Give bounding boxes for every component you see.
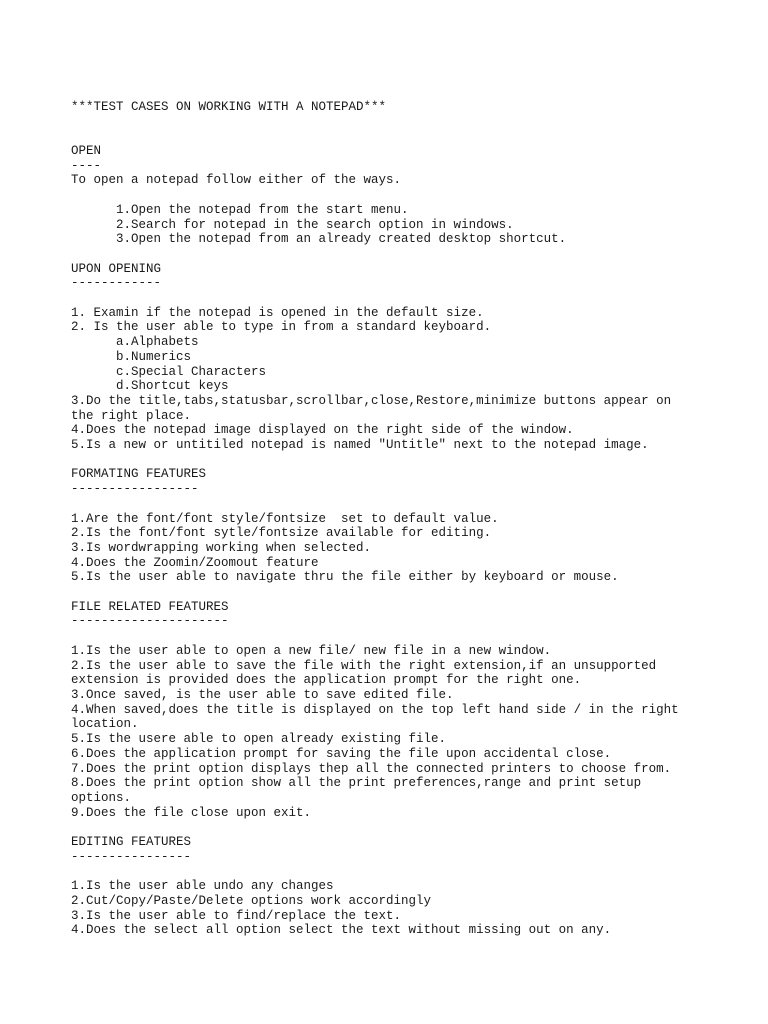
text-line: 9.Does the file close upon exit. [71, 805, 312, 820]
text-line: b.Numerics [71, 349, 192, 364]
section-heading: FILE RELATED FEATURES [71, 599, 229, 614]
section-heading: EDITING FEATURES [71, 835, 192, 849]
text-line: the right place. [71, 408, 192, 423]
text-line: 4.When saved,does the title is displayed on the top left hand side / in the right [71, 702, 679, 717]
text-line: 5.Is the user able to navigate thru the file either by keyboard or mouse. [71, 570, 619, 585]
text-line: To open a notepad follow either of the ways. [71, 173, 402, 188]
text-line: 8.Does the print option show all the print preferences,range and print setup [71, 776, 642, 791]
text-line: d.Shortcut keys [71, 379, 229, 394]
text-line: 2.Is the font/font sytle/fontsize available for editing. [71, 526, 492, 541]
text-line: location. [71, 717, 139, 732]
heading-underline: ---- [71, 158, 102, 173]
text-line: 3.Once saved, is the user able to save edited file. [71, 687, 454, 702]
text-line: 3.Do the title,tabs,statusbar,scrollbar,close,Restore,minimize buttons appear on [71, 393, 672, 408]
text-line: 5.Is the usere able to open already existing file. [71, 732, 447, 747]
document-body [71, 100, 751, 938]
text-line: 2. Is the user able to type in from a standard keyboard. [71, 320, 492, 335]
text-line: 6.Does the application prompt for saving the file upon accidental close. [71, 746, 612, 761]
text-line: 2.Is the user able to save the file with the right extension,if an unsupported [71, 658, 657, 673]
section-heading: OPEN [71, 144, 102, 159]
blank-line [71, 585, 751, 600]
blank-line [71, 247, 751, 262]
text-line: 2.Cut/Copy/Paste/Delete options work accordingly [71, 893, 432, 908]
text-line: 3.Is wordwrapping working when selected. [71, 540, 372, 555]
blank-line [71, 115, 751, 130]
text-line: 3.Open the notepad from an already created desktop shortcut. [71, 232, 567, 247]
text-line: 1.Open the notepad from the start menu. [71, 202, 409, 217]
text-line: 3.Is the user able to find/replace the text. [71, 908, 402, 923]
text-line: 1.Is the user able undo any changes [71, 879, 334, 894]
heading-underline: ----------------- [71, 482, 199, 497]
blank-line [71, 453, 751, 468]
text-line: 1.Is the user able to open a new file/ new file in a new window. [71, 643, 552, 658]
document-title: ***TEST CASES ON WORKING WITH A NOTEPAD*** [71, 100, 387, 114]
text-line: 4.Does the notepad image displayed on the right side of the window. [71, 423, 574, 438]
text-line: 1.Are the font/font style/fontsize set to default value. [71, 511, 499, 526]
text-line: a.Alphabets [71, 335, 199, 350]
blank-line [71, 497, 751, 512]
blank-line [71, 820, 751, 835]
text-line: 7.Does the print option displays thep all the connected printers to choose from. [71, 761, 672, 776]
heading-underline: ------------ [71, 276, 162, 291]
blank-line [71, 864, 751, 879]
text-line: 5.Is a new or untitiled notepad is named "Untitle" next to the notepad image. [71, 438, 649, 453]
heading-underline: --------------------- [71, 614, 229, 629]
heading-underline: ---------------- [71, 849, 192, 864]
blank-line [71, 629, 751, 644]
blank-line [71, 188, 751, 203]
text-line: options. [71, 790, 132, 805]
text-line: 4.Does the select all option select the text without missing out on any. [71, 923, 612, 938]
text-line: extension is provided does the application prompt for the right one. [71, 673, 582, 688]
section-heading: UPON OPENING [71, 261, 162, 276]
text-line: c.Special Characters [71, 364, 267, 379]
blank-line [71, 291, 751, 306]
blank-line [71, 129, 751, 144]
text-line: 4.Does the Zoomin/Zoomout feature [71, 555, 319, 570]
section-heading: FORMATING FEATURES [71, 467, 207, 482]
text-line: 2.Search for notepad in the search option in windows. [71, 217, 514, 232]
text-line: 1. Examin if the notepad is opened in the default size. [71, 305, 484, 320]
